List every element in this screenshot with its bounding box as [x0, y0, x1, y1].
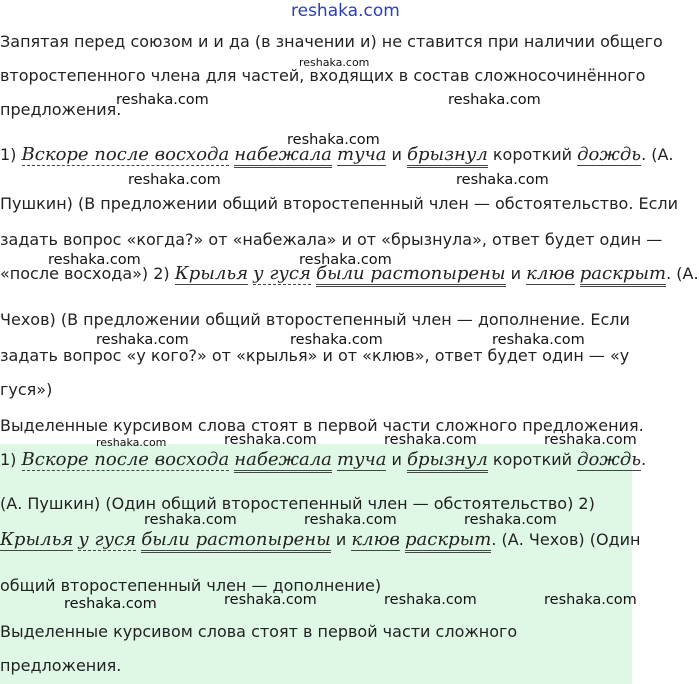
site-logo[interactable]: reshaka.com: [291, 1, 400, 21]
answer-predicate-2: брызнул: [407, 449, 488, 473]
watermark: reshaka.com: [224, 592, 317, 608]
answer-example-2-subject-1: Крылья: [0, 529, 74, 550]
answer-subject-2: дождь: [577, 449, 642, 470]
watermark: reshaka.com: [304, 512, 397, 528]
example-2-predicate-2: раскрыт: [580, 263, 666, 287]
watermark: reshaka.com: [384, 432, 477, 448]
body-line-6: гуся»): [0, 380, 53, 399]
example-1-subject-1: туча: [337, 144, 387, 165]
example-1-predicate-1: набежала: [234, 144, 332, 168]
watermark: reshaka.com: [299, 252, 392, 268]
answer-line-2: (А. Пушкин) (Один общий второстепенный член — обстоятельство) 2): [0, 494, 595, 513]
answer-example-2-subject-2: клюв: [351, 529, 400, 550]
watermark: reshaka.com: [287, 132, 380, 148]
body-line-2: задать вопрос «когда?» от «набежала» и от «брызнула», ответ будет один —: [0, 230, 663, 249]
watermark: reshaka.com: [299, 56, 370, 69]
watermark: reshaka.com: [96, 332, 189, 348]
answer-line-6: предложения.: [0, 656, 122, 675]
answer-dot: .: [641, 450, 647, 469]
watermark: reshaka.com: [48, 252, 141, 268]
watermark: reshaka.com: [116, 92, 209, 108]
answer-example-2-conjunction: и: [330, 530, 352, 549]
watermark: reshaka.com: [464, 512, 557, 528]
answer-example-2-predicate-2: раскрыт: [405, 529, 491, 553]
rule-line-2: второстепенного члена для частей, входящих в состав сложносочинённого: [0, 66, 646, 85]
answer-number: 1): [0, 450, 22, 469]
answer-middle: короткий: [487, 450, 578, 469]
answer-conjunction: и: [386, 450, 408, 469]
example-1-line: [0, 145, 674, 165]
example-1-conjunction: и: [386, 145, 408, 164]
watermark: reshaka.com: [384, 592, 477, 608]
body-line-3-end: . (А.: [666, 264, 699, 283]
watermark: reshaka.com: [290, 332, 383, 348]
answer-block: [0, 444, 632, 684]
body-line-1: Пушкин) (В предложении общий второстепенный член — обстоятельство. Если: [0, 194, 679, 213]
example-1-predicate-2: брызнул: [407, 144, 488, 168]
body-line-3-start: «после восхода») 2): [0, 264, 175, 283]
watermark: reshaka.com: [448, 92, 541, 108]
answer-line-5: Выделенные курсивом слова стоят в первой части сложного: [0, 622, 518, 641]
answer-line-1: [0, 450, 646, 470]
answer-line-3-end: . (А. Чехов) (Один: [491, 530, 641, 549]
answer-example-2-object: у гуся: [78, 529, 137, 550]
watermark: reshaka.com: [456, 172, 549, 188]
watermark: reshaka.com: [64, 596, 157, 612]
rule-line-1: Запятая перед союзом и и да (в значении и) не ставится при наличии общего: [0, 32, 663, 51]
body-line-5: задать вопрос «у кого?» от «крылья» и от «клюв», ответ будет один — «у: [0, 346, 630, 365]
watermark: reshaka.com: [128, 172, 221, 188]
body-line-4: Чехов) (В предложении общий второстепенный член — дополнение. Если: [0, 310, 630, 329]
example-1-subject-2: дождь: [577, 144, 642, 165]
answer-adverbial: Вскоре после восхода: [21, 449, 230, 470]
example-1-end: . (А.: [641, 145, 674, 164]
answer-example-2-predicate-1: были растопырены: [141, 529, 331, 553]
example-1-middle: короткий: [487, 145, 578, 164]
watermark: reshaka.com: [544, 432, 637, 448]
example-1-number: 1): [0, 145, 22, 164]
watermark: reshaka.com: [544, 592, 637, 608]
example-2-predicate-1: были растопырены: [316, 263, 506, 287]
rule-line-3: предложения.: [0, 100, 122, 119]
example-1-adverbial: Вскоре после восхода: [21, 144, 230, 165]
example-2-subject-1: Крылья: [174, 263, 249, 284]
watermark: reshaka.com: [224, 432, 317, 448]
example-2-conjunction: и: [505, 264, 527, 283]
watermark: reshaka.com: [96, 436, 167, 449]
body-line-7: Выделенные курсивом слова стоят в первой части сложного предложения.: [0, 416, 644, 435]
answer-subject-1: туча: [337, 449, 387, 470]
watermark: reshaka.com: [492, 332, 585, 348]
example-2-object: у гуся: [253, 263, 311, 284]
watermark: reshaka.com: [144, 512, 237, 528]
answer-predicate-1: набежала: [234, 449, 332, 473]
example-2-subject-2: клюв: [526, 263, 575, 284]
answer-line-4: общий второстепенный член — дополнение): [0, 576, 382, 595]
answer-line-3: [0, 530, 640, 550]
